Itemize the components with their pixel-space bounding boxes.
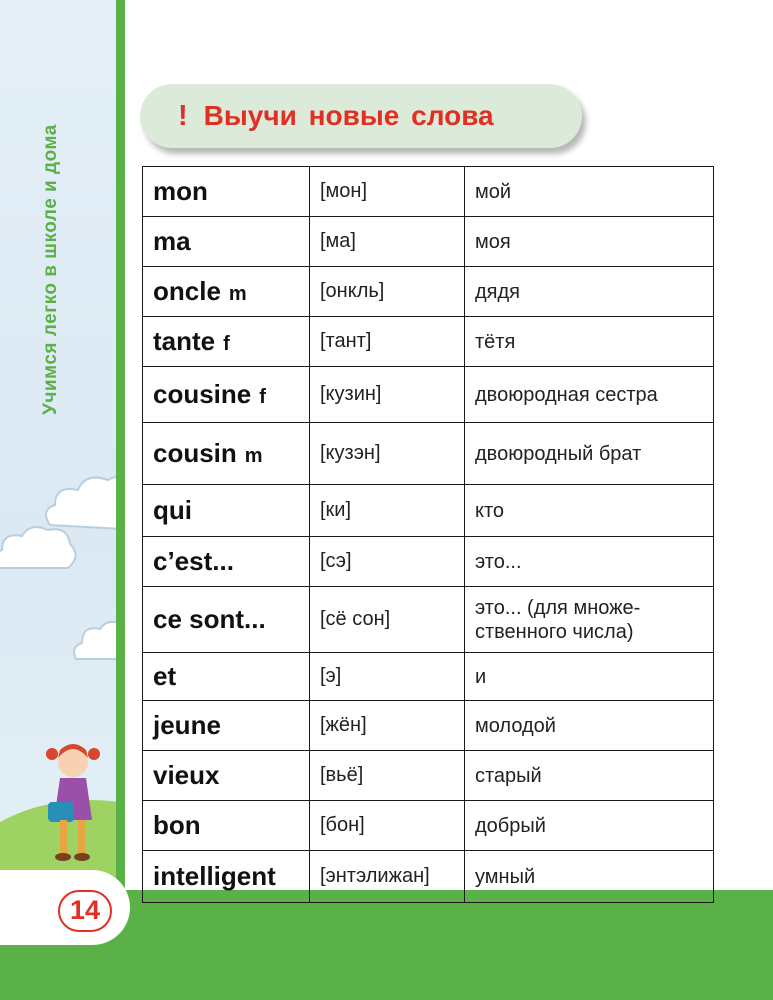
transcription: [онкль] — [310, 267, 465, 317]
french-word-cell — [143, 167, 310, 217]
gender-marker: m — [244, 445, 263, 467]
vocab-row — [143, 801, 714, 851]
french-word: et — [153, 661, 177, 691]
french-word: bon — [153, 810, 201, 840]
gender-marker: m — [228, 283, 247, 305]
translation: двоюродная сестра — [465, 367, 714, 423]
transcription: [э] — [310, 653, 465, 701]
french-word: c’est... — [153, 546, 234, 576]
title-banner — [140, 84, 582, 148]
transcription: [тант] — [310, 317, 465, 367]
french-word: cousin — [153, 438, 237, 468]
translation: это... — [465, 537, 714, 587]
french-word-cell — [143, 217, 310, 267]
vocab-row — [143, 367, 714, 423]
translation: тётя — [465, 317, 714, 367]
french-word: mon — [153, 176, 208, 206]
page-title: Выучи новые слова — [203, 100, 494, 131]
french-word: qui — [153, 495, 192, 525]
transcription: [ма] — [310, 217, 465, 267]
gender-marker: f — [259, 386, 266, 408]
translation: старый — [465, 751, 714, 801]
vocab-row — [143, 653, 714, 701]
vocab-row — [143, 317, 714, 367]
transcription: [кузин] — [310, 367, 465, 423]
translation: это... (для множе-ственного числа) — [465, 587, 714, 653]
french-word: ma — [153, 226, 191, 256]
cloud-illustration — [70, 615, 116, 670]
translation: и — [465, 653, 714, 701]
transcription: [мон] — [310, 167, 465, 217]
vocabulary-table — [142, 166, 714, 903]
vocab-row — [143, 587, 714, 653]
french-word-cell — [143, 851, 310, 903]
translation: добрый — [465, 801, 714, 851]
cloud-illustration — [0, 520, 80, 580]
french-word-cell — [143, 653, 310, 701]
translation: кто — [465, 485, 714, 537]
translation: дядя — [465, 267, 714, 317]
vocab-row — [143, 751, 714, 801]
translation: мой — [465, 167, 714, 217]
french-word-cell — [143, 423, 310, 485]
translation: молодой — [465, 701, 714, 751]
french-word-cell — [143, 801, 310, 851]
french-word: oncle — [153, 276, 221, 306]
exclamation-mark: ! — [178, 99, 188, 132]
translation: двоюродный брат — [465, 423, 714, 485]
french-word: tante — [153, 326, 216, 356]
transcription: [жён] — [310, 701, 465, 751]
girl-illustration — [38, 740, 108, 865]
vocab-row — [143, 701, 714, 751]
french-word: vieux — [153, 760, 220, 790]
vocab-row — [143, 537, 714, 587]
french-word: jeune — [153, 710, 221, 740]
french-word-cell — [143, 587, 310, 653]
french-word-cell — [143, 485, 310, 537]
french-word-cell — [143, 537, 310, 587]
transcription: [сё сон] — [310, 587, 465, 653]
transcription: [энтэлижан] — [310, 851, 465, 903]
translation: умный — [465, 851, 714, 903]
gender-marker: f — [223, 333, 230, 355]
french-word-cell — [143, 751, 310, 801]
vocab-row — [143, 217, 714, 267]
vocab-row — [143, 267, 714, 317]
french-word-cell — [143, 367, 310, 423]
french-word: cousine — [153, 379, 252, 409]
transcription: [вьё] — [310, 751, 465, 801]
transcription: [сэ] — [310, 537, 465, 587]
french-word: ce sont... — [153, 604, 266, 634]
vocab-row — [143, 167, 714, 217]
french-word: intelligent — [153, 861, 276, 891]
french-word-cell — [143, 267, 310, 317]
french-word-cell — [143, 701, 310, 751]
sidebar-border — [116, 0, 125, 890]
vocab-row — [143, 423, 714, 485]
translation: моя — [465, 217, 714, 267]
transcription: [ки] — [310, 485, 465, 537]
transcription: [кузэн] — [310, 423, 465, 485]
transcription: [бон] — [310, 801, 465, 851]
sidebar-caption: Учимся легко в школе и дома — [40, 124, 61, 415]
vocab-row — [143, 485, 714, 537]
vocab-row — [143, 851, 714, 903]
page-number: 14 — [58, 890, 112, 932]
french-word-cell — [143, 317, 310, 367]
